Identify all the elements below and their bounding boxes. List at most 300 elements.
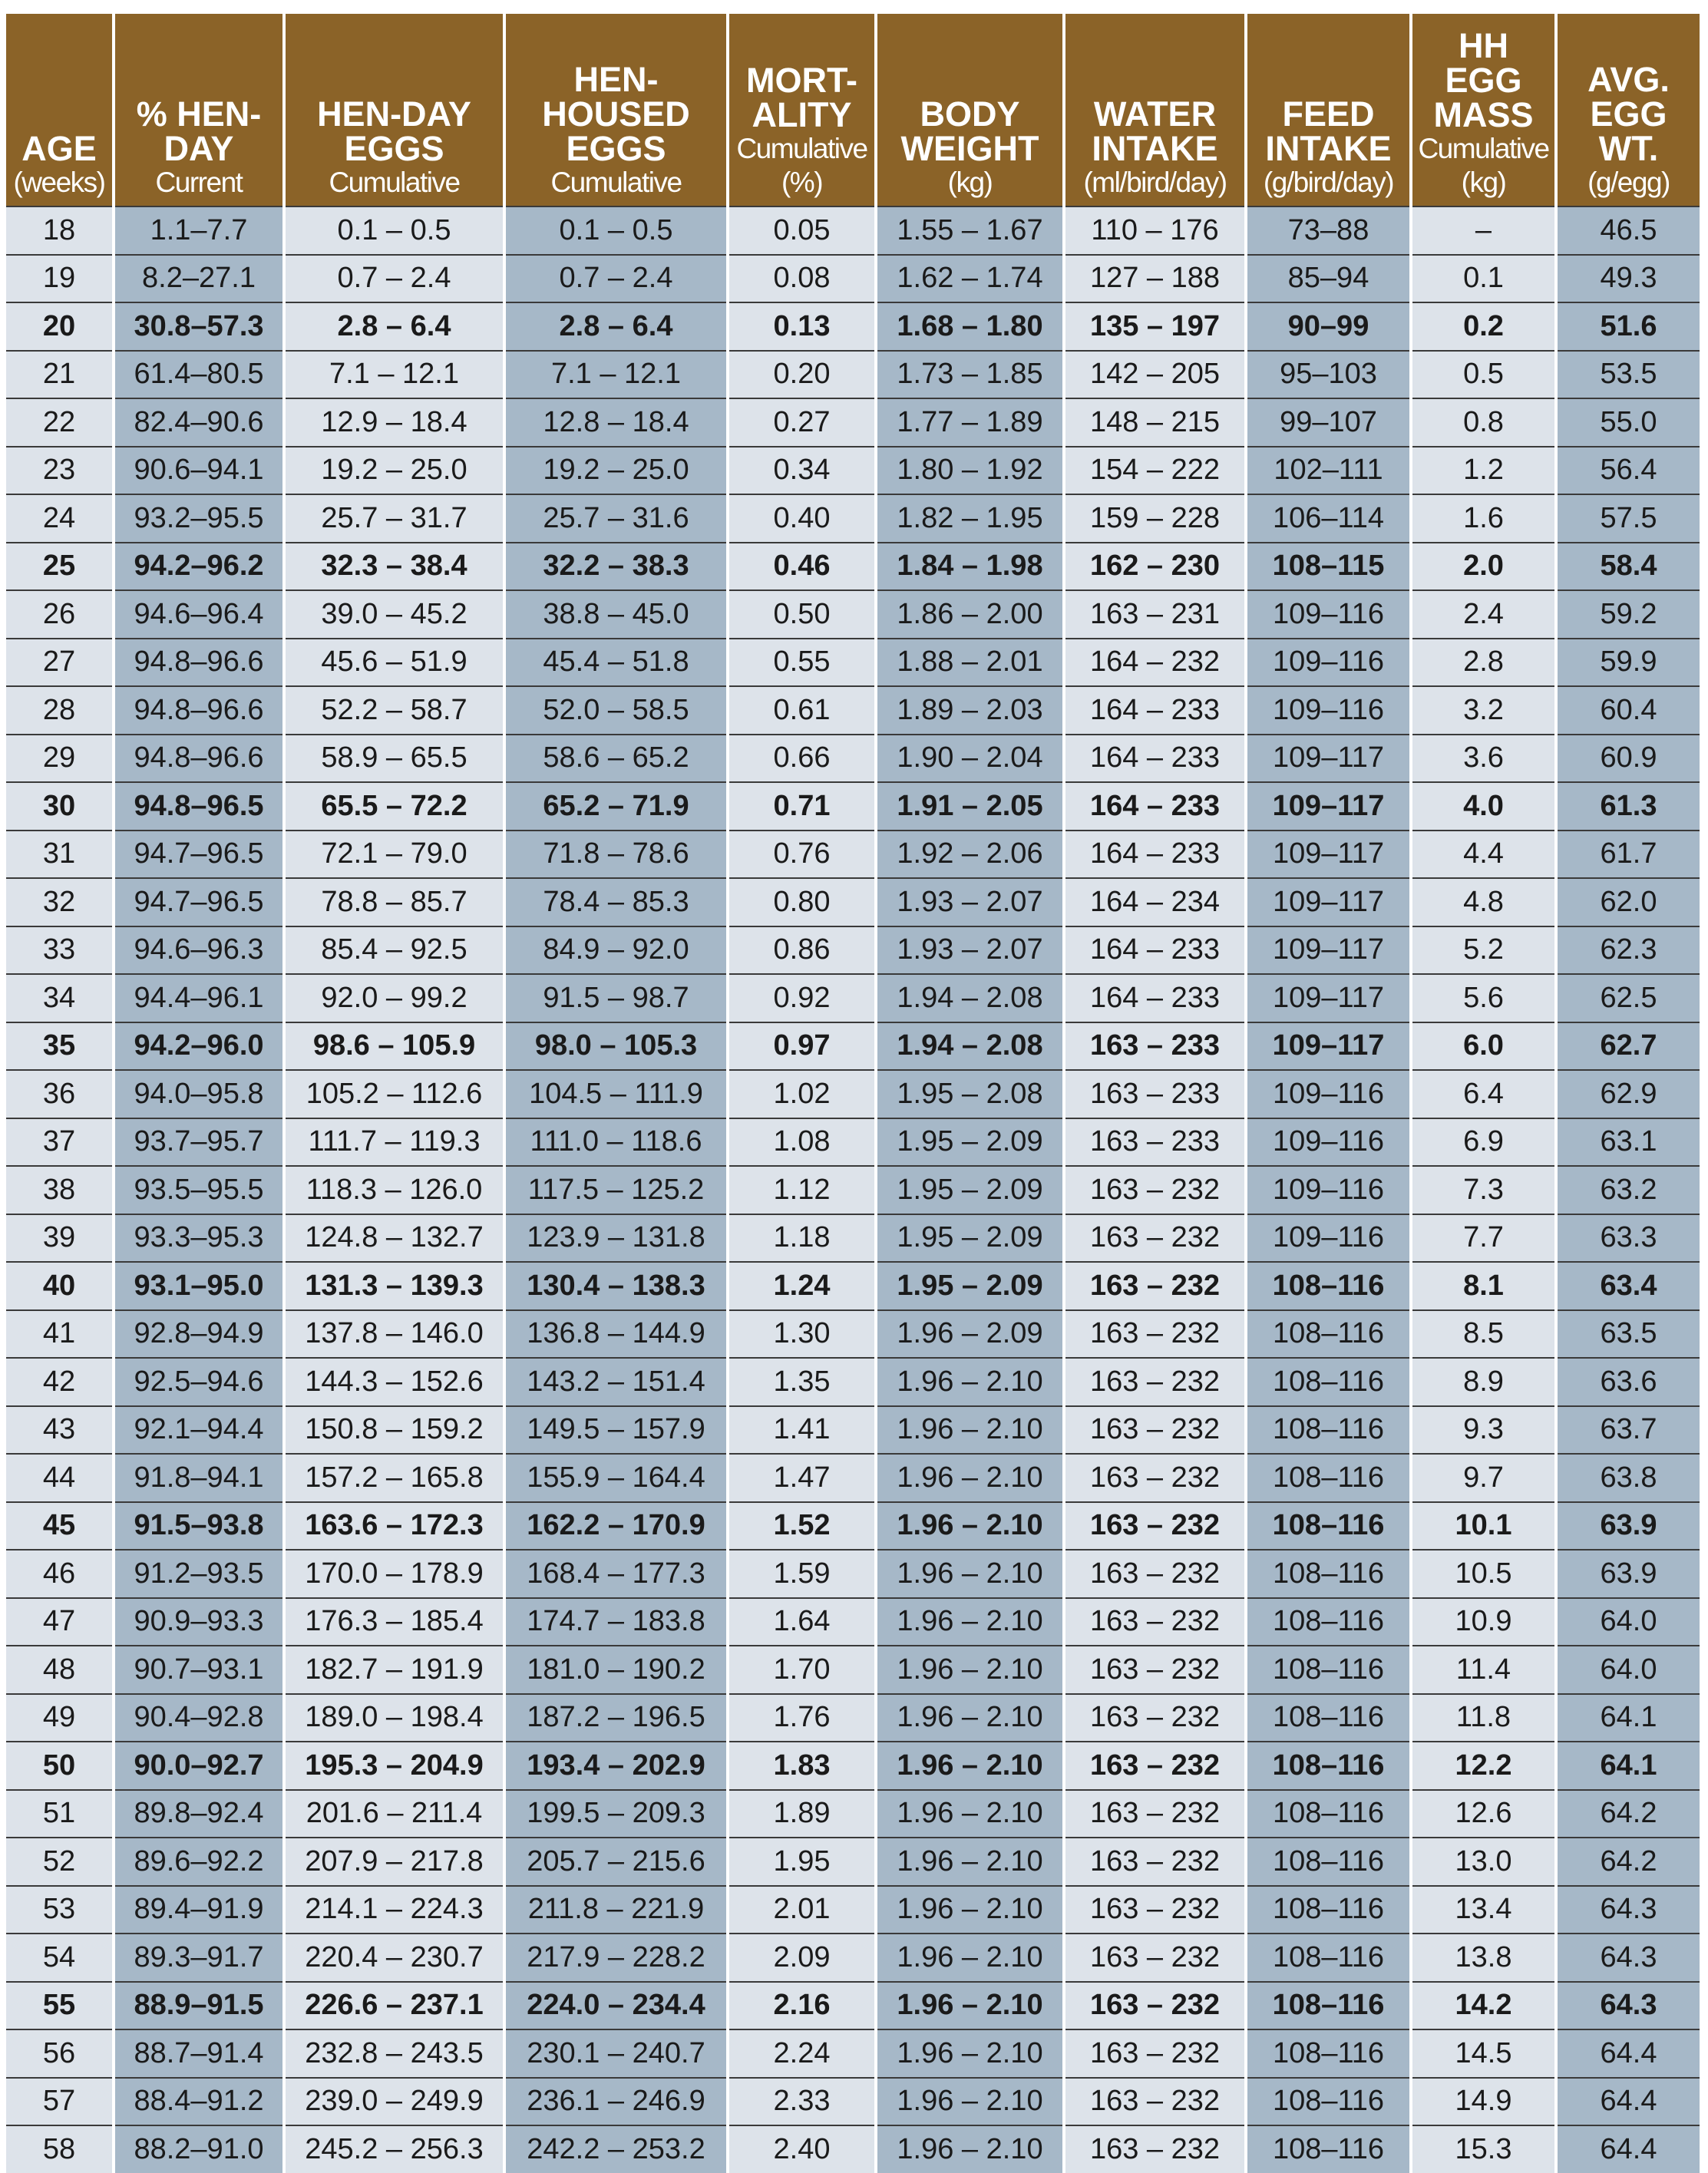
data-cell: 85.4 – 92.5	[284, 926, 504, 975]
data-cell: 63.2	[1556, 1166, 1700, 1214]
data-cell: 1.91 – 2.05	[876, 782, 1064, 831]
column-header-line: MORT-	[746, 61, 857, 100]
data-cell: 143.2 – 151.4	[504, 1358, 728, 1406]
data-cell: 1.96 – 2.10	[876, 1982, 1064, 2030]
data-cell: 108–116	[1246, 1598, 1411, 1646]
age-cell: 35	[6, 1022, 114, 1071]
data-cell: 12.2	[1411, 1742, 1556, 1790]
column-header	[504, 14, 728, 206]
data-cell: 0.50	[728, 590, 876, 639]
data-cell: 1.96 – 2.10	[876, 1598, 1064, 1646]
data-cell: 0.34	[728, 447, 876, 495]
age-cell: 44	[6, 1454, 114, 1502]
data-cell: 1.96 – 2.10	[876, 1790, 1064, 1838]
data-cell: 93.2–95.5	[114, 494, 284, 543]
data-cell: 39.0 – 45.2	[284, 590, 504, 639]
data-cell: 1.95	[728, 1838, 876, 1886]
data-cell: 90.6–94.1	[114, 447, 284, 495]
data-cell: 1.83	[728, 1742, 876, 1790]
data-cell: 1.6	[1411, 494, 1556, 543]
table-row	[6, 1550, 1700, 1598]
age-cell: 18	[6, 206, 114, 255]
data-cell: 108–116	[1246, 1454, 1411, 1502]
data-cell: 150.8 – 159.2	[284, 1406, 504, 1455]
data-cell: 1.92 – 2.06	[876, 831, 1064, 879]
data-cell: 64.4	[1556, 2125, 1700, 2173]
column-header	[1411, 14, 1556, 206]
table-row	[6, 1886, 1700, 1934]
data-cell: 245.2 – 256.3	[284, 2125, 504, 2173]
data-cell: 94.8–96.5	[114, 782, 284, 831]
data-cell: 108–116	[1246, 1694, 1411, 1742]
data-cell: 108–116	[1246, 1742, 1411, 1790]
data-cell: 91.5 – 98.7	[504, 974, 728, 1022]
data-cell: 163 – 232	[1064, 1166, 1246, 1214]
data-cell: 64.1	[1556, 1694, 1700, 1742]
table-row	[6, 447, 1700, 495]
data-cell: 8.5	[1411, 1310, 1556, 1359]
data-cell: 211.8 – 221.9	[504, 1886, 728, 1934]
data-cell: 154 – 222	[1064, 447, 1246, 495]
data-cell: 4.0	[1411, 782, 1556, 831]
data-cell: 163 – 233	[1064, 1070, 1246, 1118]
data-cell: 63.5	[1556, 1310, 1700, 1359]
data-cell: 1.2	[1411, 447, 1556, 495]
data-cell: 91.8–94.1	[114, 1454, 284, 1502]
data-cell: 0.7 – 2.4	[504, 255, 728, 303]
data-cell: 89.4–91.9	[114, 1886, 284, 1934]
data-cell: 163 – 232	[1064, 2125, 1246, 2173]
data-cell: 94.7–96.5	[114, 831, 284, 879]
data-cell: 108–116	[1246, 1358, 1411, 1406]
data-cell: 2.09	[728, 1934, 876, 1982]
data-cell: 163 – 232	[1064, 1934, 1246, 1982]
age-cell: 25	[6, 543, 114, 591]
data-cell: 2.40	[728, 2125, 876, 2173]
age-cell: 20	[6, 302, 114, 351]
data-cell: 53.5	[1556, 351, 1700, 399]
data-cell: 109–116	[1246, 1118, 1411, 1167]
data-cell: 159 – 228	[1064, 494, 1246, 543]
table-row	[6, 206, 1700, 255]
data-cell: 61.4–80.5	[114, 351, 284, 399]
data-cell: 7.7	[1411, 1214, 1556, 1263]
data-cell: 164 – 233	[1064, 686, 1246, 735]
data-cell: 63.3	[1556, 1214, 1700, 1263]
data-cell: 163 – 232	[1064, 1790, 1246, 1838]
data-cell: 111.7 – 119.3	[284, 1118, 504, 1167]
data-cell: 1.96 – 2.10	[876, 1934, 1064, 1982]
age-cell: 32	[6, 878, 114, 926]
data-cell: 182.7 – 191.9	[284, 1646, 504, 1694]
data-cell: 189.0 – 198.4	[284, 1694, 504, 1742]
data-cell: 1.70	[728, 1646, 876, 1694]
age-cell: 23	[6, 447, 114, 495]
age-cell: 37	[6, 1118, 114, 1167]
data-cell: 0.8	[1411, 398, 1556, 447]
table-row	[6, 1742, 1700, 1790]
table-row	[6, 974, 1700, 1022]
column-header-line: EGG	[1445, 61, 1522, 100]
data-cell: 0.55	[728, 639, 876, 687]
data-cell: 2.24	[728, 2029, 876, 2078]
data-cell: 163 – 233	[1064, 1022, 1246, 1071]
data-cell: 61.3	[1556, 782, 1700, 831]
data-cell: 90.7–93.1	[114, 1646, 284, 1694]
data-cell: 181.0 – 190.2	[504, 1646, 728, 1694]
column-header-line: DAY	[164, 129, 234, 168]
data-cell: 108–116	[1246, 2029, 1411, 2078]
column-header	[876, 14, 1064, 206]
data-cell: 163 – 232	[1064, 1886, 1246, 1934]
data-cell: 2.01	[728, 1886, 876, 1934]
column-header-unit: (g/egg)	[1587, 167, 1670, 198]
data-cell: 99–107	[1246, 398, 1411, 447]
column-header-line: BODY	[920, 94, 1020, 134]
age-cell: 53	[6, 1886, 114, 1934]
data-cell: 55.0	[1556, 398, 1700, 447]
data-cell: 60.4	[1556, 686, 1700, 735]
table-row	[6, 398, 1700, 447]
data-cell: 117.5 – 125.2	[504, 1166, 728, 1214]
table-row	[6, 2029, 1700, 2078]
data-cell: 46.5	[1556, 206, 1700, 255]
data-cell: 49.3	[1556, 255, 1700, 303]
column-header-unit: (weeks)	[13, 167, 105, 198]
data-cell: 94.8–96.6	[114, 639, 284, 687]
data-cell: 58.4	[1556, 543, 1700, 591]
data-cell: 0.1 – 0.5	[504, 206, 728, 255]
data-cell: 163 – 232	[1064, 1742, 1246, 1790]
data-cell: 108–116	[1246, 1262, 1411, 1310]
table-row	[6, 302, 1700, 351]
data-cell: 1.12	[728, 1166, 876, 1214]
data-cell: 108–116	[1246, 1886, 1411, 1934]
data-cell: 1.62 – 1.74	[876, 255, 1064, 303]
age-cell: 54	[6, 1934, 114, 1982]
data-cell: 109–116	[1246, 639, 1411, 687]
data-cell: 63.9	[1556, 1550, 1700, 1598]
table-row	[6, 1934, 1700, 1982]
age-cell: 30	[6, 782, 114, 831]
data-cell: 1.96 – 2.10	[876, 1550, 1064, 1598]
column-header-unit: Cumulative (kg)	[1418, 133, 1549, 198]
data-cell: 94.2–96.2	[114, 543, 284, 591]
column-header-line: WEIGHT	[900, 129, 1039, 168]
data-cell: 63.6	[1556, 1358, 1700, 1406]
data-cell: 52.2 – 58.7	[284, 686, 504, 735]
data-cell: 3.2	[1411, 686, 1556, 735]
data-cell: 0.46	[728, 543, 876, 591]
data-cell: 64.0	[1556, 1598, 1700, 1646]
data-cell: 38.8 – 45.0	[504, 590, 728, 639]
data-cell: 1.84 – 1.98	[876, 543, 1064, 591]
age-cell: 21	[6, 351, 114, 399]
data-cell: 174.7 – 183.8	[504, 1598, 728, 1646]
data-cell: 2.8 – 6.4	[504, 302, 728, 351]
column-header-line: AVG.	[1587, 60, 1670, 99]
data-cell: 164 – 233	[1064, 974, 1246, 1022]
data-cell: 1.55 – 1.67	[876, 206, 1064, 255]
data-cell: 64.2	[1556, 1838, 1700, 1886]
data-cell: 94.0–95.8	[114, 1070, 284, 1118]
data-cell: 58.6 – 65.2	[504, 735, 728, 783]
data-cell: 64.3	[1556, 1886, 1700, 1934]
data-cell: 1.08	[728, 1118, 876, 1167]
data-cell: 63.1	[1556, 1118, 1700, 1167]
data-cell: 1.73 – 1.85	[876, 351, 1064, 399]
data-cell: 0.86	[728, 926, 876, 975]
data-cell: 88.4–91.2	[114, 2078, 284, 2126]
data-cell: 19.2 – 25.0	[504, 447, 728, 495]
data-cell: 7.3	[1411, 1166, 1556, 1214]
data-cell: 109–116	[1246, 1214, 1411, 1263]
data-cell: 94.2–96.0	[114, 1022, 284, 1071]
age-cell: 38	[6, 1166, 114, 1214]
data-cell: 1.95 – 2.09	[876, 1118, 1064, 1167]
data-cell: 108–116	[1246, 1310, 1411, 1359]
table-body	[6, 206, 1700, 2173]
data-cell: 90.0–92.7	[114, 1742, 284, 1790]
data-cell: 2.4	[1411, 590, 1556, 639]
data-cell: 164 – 234	[1064, 878, 1246, 926]
age-cell: 48	[6, 1646, 114, 1694]
data-cell: 108–116	[1246, 1646, 1411, 1694]
data-cell: 93.7–95.7	[114, 1118, 284, 1167]
data-cell: 164 – 233	[1064, 831, 1246, 879]
data-cell: 163 – 232	[1064, 1550, 1246, 1598]
data-cell: 12.9 – 18.4	[284, 398, 504, 447]
column-header-line: HEN-	[573, 60, 659, 99]
column-header-unit: (kg)	[947, 167, 993, 198]
data-cell: 13.8	[1411, 1934, 1556, 1982]
table-row	[6, 1502, 1700, 1550]
data-cell: 59.9	[1556, 639, 1700, 687]
data-cell: 163 – 232	[1064, 2029, 1246, 2078]
data-cell: 162 – 230	[1064, 543, 1246, 591]
data-cell: 62.0	[1556, 878, 1700, 926]
data-cell: 91.2–93.5	[114, 1550, 284, 1598]
data-cell: 108–116	[1246, 1838, 1411, 1886]
table-row	[6, 1214, 1700, 1263]
data-cell: 78.4 – 85.3	[504, 878, 728, 926]
data-cell: 64.1	[1556, 1742, 1700, 1790]
data-cell: 1.90 – 2.04	[876, 735, 1064, 783]
data-cell: 56.4	[1556, 447, 1700, 495]
data-cell: 0.1 – 0.5	[284, 206, 504, 255]
column-header	[114, 14, 284, 206]
data-cell: 1.89	[728, 1790, 876, 1838]
table-row	[6, 1262, 1700, 1310]
data-cell: 45.6 – 51.9	[284, 639, 504, 687]
data-cell: 3.6	[1411, 735, 1556, 783]
data-cell: 104.5 – 111.9	[504, 1070, 728, 1118]
table-row	[6, 2078, 1700, 2126]
data-cell: 1.96 – 2.10	[876, 1646, 1064, 1694]
age-cell: 52	[6, 1838, 114, 1886]
data-cell: 163 – 232	[1064, 1454, 1246, 1502]
data-cell: 164 – 233	[1064, 735, 1246, 783]
data-cell: 118.3 – 126.0	[284, 1166, 504, 1214]
table-row	[6, 686, 1700, 735]
table-row	[6, 2125, 1700, 2173]
data-cell: 163 – 231	[1064, 590, 1246, 639]
data-cell: 5.6	[1411, 974, 1556, 1022]
data-cell: 0.20	[728, 351, 876, 399]
age-cell: 22	[6, 398, 114, 447]
data-cell: 0.76	[728, 831, 876, 879]
data-cell: 163 – 232	[1064, 1838, 1246, 1886]
data-cell: 84.9 – 92.0	[504, 926, 728, 975]
column-header-unit: Current	[155, 167, 243, 198]
data-cell: 60.9	[1556, 735, 1700, 783]
data-cell: 142 – 205	[1064, 351, 1246, 399]
data-cell: 0.80	[728, 878, 876, 926]
data-cell: 1.89 – 2.03	[876, 686, 1064, 735]
data-cell: 88.7–91.4	[114, 2029, 284, 2078]
age-cell: 47	[6, 1598, 114, 1646]
age-cell: 49	[6, 1694, 114, 1742]
age-cell: 31	[6, 831, 114, 879]
data-cell: 1.96 – 2.10	[876, 2125, 1064, 2173]
data-cell: 1.18	[728, 1214, 876, 1263]
data-cell: 108–115	[1246, 543, 1411, 591]
data-cell: 176.3 – 185.4	[284, 1598, 504, 1646]
data-cell: 5.2	[1411, 926, 1556, 975]
data-cell: 8.9	[1411, 1358, 1556, 1406]
age-cell: 27	[6, 639, 114, 687]
age-cell: 36	[6, 1070, 114, 1118]
performance-table	[6, 14, 1700, 2173]
data-cell: 163 – 232	[1064, 1310, 1246, 1359]
data-cell: 236.1 – 246.9	[504, 2078, 728, 2126]
table-row	[6, 1694, 1700, 1742]
data-cell: 1.80 – 1.92	[876, 447, 1064, 495]
data-cell: 94.6–96.4	[114, 590, 284, 639]
data-cell: 109–116	[1246, 1166, 1411, 1214]
data-cell: 11.4	[1411, 1646, 1556, 1694]
data-cell: 65.2 – 71.9	[504, 782, 728, 831]
data-cell: 73–88	[1246, 206, 1411, 255]
data-cell: 78.8 – 85.7	[284, 878, 504, 926]
data-cell: 0.66	[728, 735, 876, 783]
data-cell: 0.92	[728, 974, 876, 1022]
data-cell: 110 – 176	[1064, 206, 1246, 255]
data-cell: 64.4	[1556, 2078, 1700, 2126]
age-cell: 28	[6, 686, 114, 735]
column-header-unit: Cumulative	[329, 167, 460, 198]
table-row	[6, 831, 1700, 879]
data-cell: 207.9 – 217.8	[284, 1838, 504, 1886]
data-cell: 1.24	[728, 1262, 876, 1310]
age-cell: 50	[6, 1742, 114, 1790]
data-cell: 149.5 – 157.9	[504, 1406, 728, 1455]
table-row	[6, 255, 1700, 303]
data-cell: 109–116	[1246, 686, 1411, 735]
data-cell: 64.3	[1556, 1982, 1700, 2030]
data-cell: 1.68 – 1.80	[876, 302, 1064, 351]
data-cell: 109–117	[1246, 1022, 1411, 1071]
table-row	[6, 1454, 1700, 1502]
data-cell: 242.2 – 253.2	[504, 2125, 728, 2173]
column-header	[728, 14, 876, 206]
data-cell: 25.7 – 31.7	[284, 494, 504, 543]
column-header-line: INTAKE	[1092, 129, 1218, 168]
data-cell: 9.7	[1411, 1454, 1556, 1502]
age-cell: 29	[6, 735, 114, 783]
data-cell: 1.96 – 2.10	[876, 1742, 1064, 1790]
table-row	[6, 1358, 1700, 1406]
age-cell: 51	[6, 1790, 114, 1838]
column-header	[1556, 14, 1700, 206]
data-cell: 130.4 – 138.3	[504, 1262, 728, 1310]
data-cell: 59.2	[1556, 590, 1700, 639]
data-cell: 226.6 – 237.1	[284, 1982, 504, 2030]
data-cell: 1.96 – 2.10	[876, 1694, 1064, 1742]
age-cell: 33	[6, 926, 114, 975]
column-header-line: EGG	[1590, 94, 1667, 134]
column-header-line: AGE	[21, 129, 97, 168]
data-cell: 1.96 – 2.10	[876, 1502, 1064, 1550]
data-cell: 131.3 – 139.3	[284, 1262, 504, 1310]
data-cell: 1.95 – 2.09	[876, 1166, 1064, 1214]
data-cell: 1.47	[728, 1454, 876, 1502]
data-cell: 163 – 232	[1064, 1646, 1246, 1694]
data-cell: 239.0 – 249.9	[284, 2078, 504, 2126]
data-cell: 93.5–95.5	[114, 1166, 284, 1214]
table-row	[6, 590, 1700, 639]
data-cell: 108–116	[1246, 1790, 1411, 1838]
data-cell: 163 – 232	[1064, 2078, 1246, 2126]
data-cell: 94.8–96.6	[114, 686, 284, 735]
data-cell: 10.1	[1411, 1502, 1556, 1550]
data-cell: 89.3–91.7	[114, 1934, 284, 1982]
data-cell: 12.8 – 18.4	[504, 398, 728, 447]
data-cell: 6.9	[1411, 1118, 1556, 1167]
data-cell: 11.8	[1411, 1694, 1556, 1742]
data-cell: 108–116	[1246, 2125, 1411, 2173]
data-cell: 4.4	[1411, 831, 1556, 879]
data-cell: 63.8	[1556, 1454, 1700, 1502]
table-row	[6, 1070, 1700, 1118]
column-header-unit: (ml/bird/day)	[1083, 167, 1227, 198]
data-cell: 64.2	[1556, 1790, 1700, 1838]
data-cell: 164 – 232	[1064, 639, 1246, 687]
data-cell: 30.8–57.3	[114, 302, 284, 351]
data-cell: 94.7–96.5	[114, 878, 284, 926]
data-cell: 0.61	[728, 686, 876, 735]
data-cell: 232.8 – 243.5	[284, 2029, 504, 2078]
table-row	[6, 1310, 1700, 1359]
data-cell: 0.08	[728, 255, 876, 303]
data-cell: 1.30	[728, 1310, 876, 1359]
data-cell: 109–117	[1246, 782, 1411, 831]
data-cell: 64.4	[1556, 2029, 1700, 2078]
data-cell: 136.8 – 144.9	[504, 1310, 728, 1359]
data-cell: 94.6–96.3	[114, 926, 284, 975]
table-row	[6, 1598, 1700, 1646]
data-cell: 7.1 – 12.1	[504, 351, 728, 399]
data-cell: 187.2 – 196.5	[504, 1694, 728, 1742]
data-cell: 105.2 – 112.6	[284, 1070, 504, 1118]
data-cell: 1.94 – 2.08	[876, 974, 1064, 1022]
age-cell: 26	[6, 590, 114, 639]
data-cell: 1.88 – 2.01	[876, 639, 1064, 687]
data-cell: 109–117	[1246, 974, 1411, 1022]
data-cell: 94.4–96.1	[114, 974, 284, 1022]
data-cell: 135 – 197	[1064, 302, 1246, 351]
data-cell: –	[1411, 206, 1556, 255]
